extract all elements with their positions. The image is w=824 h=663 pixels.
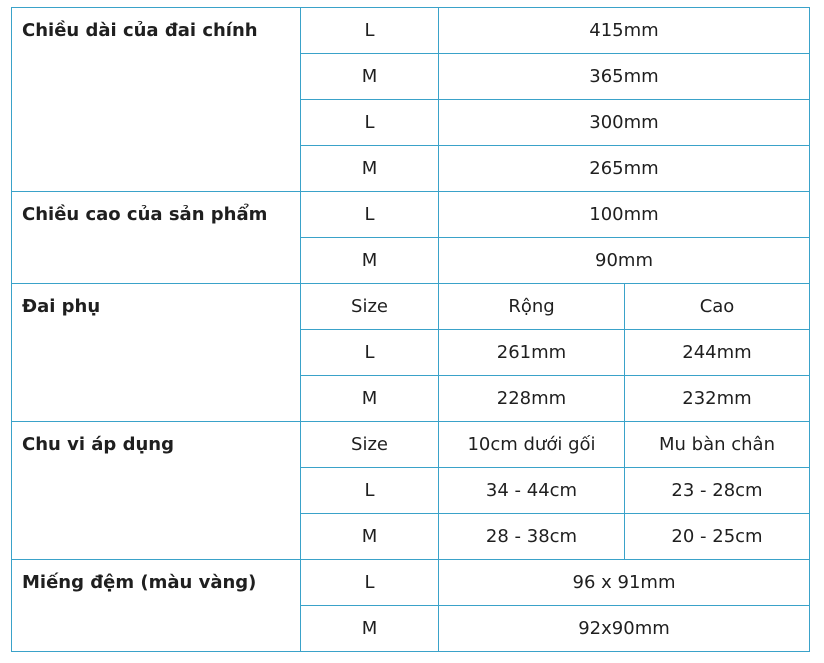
value-cell: 23 - 28cm — [625, 468, 810, 514]
value-cell: 34 - 44cm — [439, 468, 625, 514]
row-label-sub-belt: Đai phụ — [12, 284, 301, 422]
value-cell: 228mm — [439, 376, 625, 422]
size-cell: M — [301, 146, 439, 192]
value-cell: 92x90mm — [439, 606, 810, 652]
value-cell: 261mm — [439, 330, 625, 376]
instep-header-cell: Mu bàn chân — [625, 422, 810, 468]
size-header-cell: Size — [301, 422, 439, 468]
size-cell: L — [301, 8, 439, 54]
size-cell: L — [301, 468, 439, 514]
value-cell: 20 - 25cm — [625, 514, 810, 560]
value-cell: 96 x 91mm — [439, 560, 810, 606]
size-cell: L — [301, 330, 439, 376]
height-header-cell: Cao — [625, 284, 810, 330]
size-cell: L — [301, 560, 439, 606]
value-cell: 28 - 38cm — [439, 514, 625, 560]
size-cell: M — [301, 514, 439, 560]
size-cell: M — [301, 238, 439, 284]
size-cell: L — [301, 192, 439, 238]
size-cell: L — [301, 100, 439, 146]
table-row — [12, 284, 810, 330]
size-cell: M — [301, 606, 439, 652]
table-row — [12, 192, 810, 238]
value-cell: 415mm — [439, 8, 810, 54]
value-cell: 244mm — [625, 330, 810, 376]
value-cell: 365mm — [439, 54, 810, 100]
row-label-main-length: Chiều dài của đai chính — [12, 8, 301, 192]
spec-table — [11, 7, 810, 652]
value-cell: 232mm — [625, 376, 810, 422]
row-label-circumference: Chu vi áp dụng — [12, 422, 301, 560]
row-label-pad: Miếng đệm (màu vàng) — [12, 560, 301, 652]
below-knee-header-cell: 10cm dưới gối — [439, 422, 625, 468]
table-row — [12, 422, 810, 468]
size-header-cell: Size — [301, 284, 439, 330]
value-cell: 300mm — [439, 100, 810, 146]
table-row — [12, 560, 810, 606]
size-cell: M — [301, 376, 439, 422]
size-cell: M — [301, 54, 439, 100]
value-cell: 90mm — [439, 238, 810, 284]
row-label-product-height: Chiều cao của sản phẩm — [12, 192, 301, 284]
width-header-cell: Rộng — [439, 284, 625, 330]
value-cell: 100mm — [439, 192, 810, 238]
table-row — [12, 8, 810, 54]
value-cell: 265mm — [439, 146, 810, 192]
